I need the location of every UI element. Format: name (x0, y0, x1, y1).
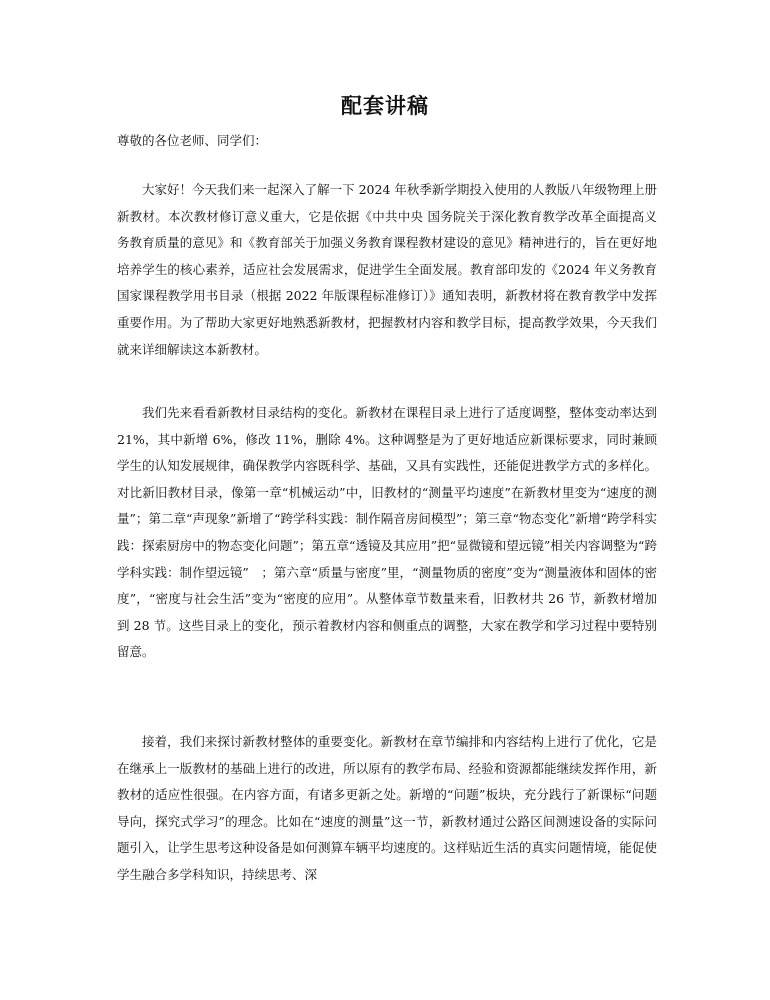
page-title: 配套讲稿 (341, 93, 429, 118)
greeting-line: 尊敬的各位老师、同学们： (117, 133, 268, 148)
paragraph-overall-changes: 接着，我们来探讨新教材整体的重要变化。新教材在章节编排和内容结构上进行了优化，它是在继承上一版教材的基础上进行的改进，所以原有的教学布局、经验和资源都能继续发挥作用，新教材的适应性很强。在内容方面，有诸多更新之处。新增的“问题”板块，充分践行了新课标“问题导向，探究式学习”的理念。比如在“速度的测量”这一节，新教材通过公路区间测速设备的实际问题引入，让学生思考这种设备是如何测算车辆平均速度的。这样贴近生活的真实问题情境，能促使学生融合多学科知识，持续思考、深 (117, 734, 657, 882)
paragraph-intro: 大家好！今天我们来一起深入了解一下 2024 年秋季新学期投入使用的人教版八年级物理上册新教材。本次教材修订意义重大，它是依据《中共中央 国务院关于深化教育教学改革全面提高义务教育质量的意见》和《教育部关于加强义务教育课程教材建设的意见》精神进行的，旨在更好地培养学生的核心素养，适应社会发展需求，促进学生全面发展。教育部印发的《2024 年义务教育国家课程教学用书目录（根据 2022 年版课程标准修订）》通知表明，新教材将在教育教学中发挥重要作用。为了帮助大家更好地熟悉新教材，把握教材内容和教学目标，提高教学效果，今天我们就来详细解读这本新教材。 (117, 182, 657, 357)
paragraph-catalog-changes: 我们先来看看新教材目录结构的变化。新教材在课程目录上进行了适度调整，整体变动率达到 21%，其中新增 6%，修改 11%，删除 4%。这种调整是为了更好地适应新课标要求，同时兼顾学生的认知发展规律，确保教学内容既科学、基础，又具有实践性，还能促进教学方式的多样化。对比新旧教材目录，像第一章“机械运动”中，旧教材的“测量平均速度”在新教材里变为“速度的测量”；第二章“声现象”新增了“跨学科实践：制作隔音房间模型”；第三章“物态变化”新增“跨学科实践：探索厨房中的物态变化问题”；第五章“透镜及其应用”把“显微镜和望远镜”相关内容调整为“跨学科实践：制作望远镜” ；第六章“质量与密度”里，“测量物质的密度”变为“测量液体和固体的密度”，“密度与社会生活”变为“密度的应用”。从整体章节数量来看，旧教材共 26 节，新教材增加到 28 节。这些目录上的变化，预示着教材内容和侧重点的调整，大家在教学和学习过程中要特别留意。 (117, 405, 657, 660)
